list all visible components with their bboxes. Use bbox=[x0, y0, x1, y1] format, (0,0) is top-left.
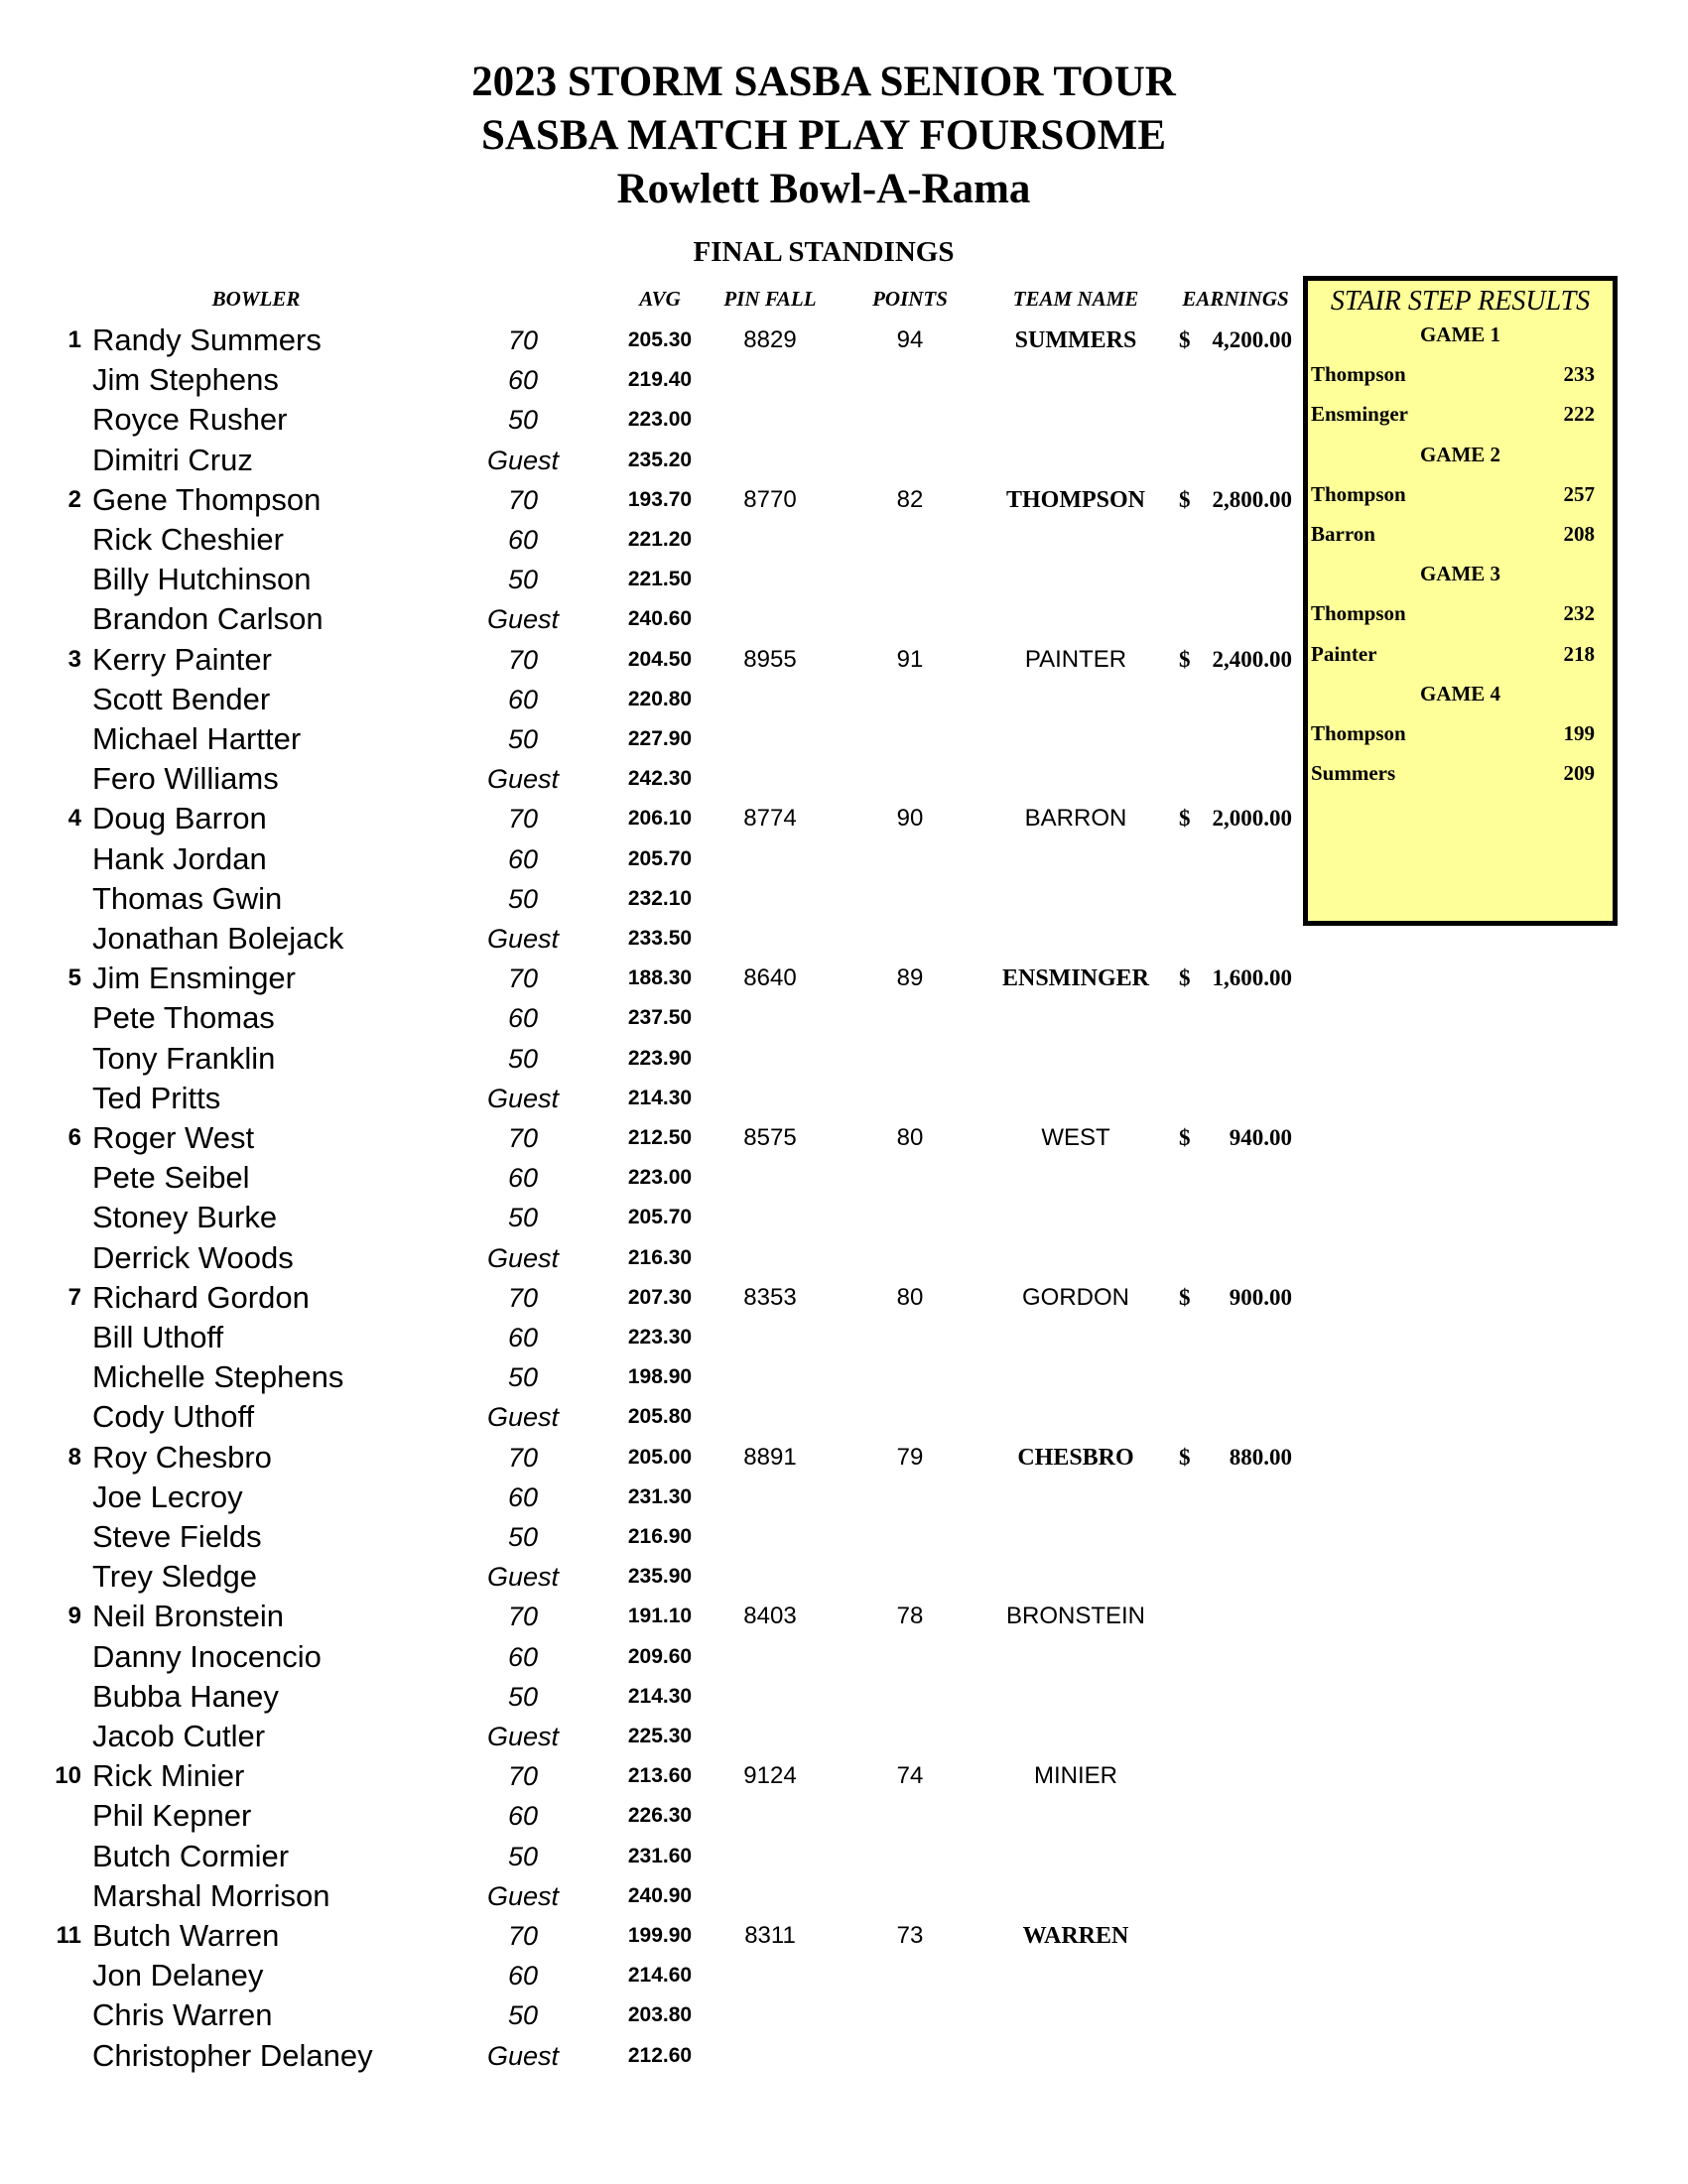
table-row bbox=[0, 360, 1300, 400]
stair-game-label: GAME 3 bbox=[1419, 562, 1501, 586]
bowler-handicap: 60 bbox=[507, 1641, 539, 1672]
currency-symbol: $ bbox=[1179, 806, 1191, 832]
team-pinfall: 8955 bbox=[743, 645, 797, 673]
team-pinfall: 8311 bbox=[744, 1922, 796, 1949]
team-rank: 2 bbox=[67, 485, 81, 513]
team-points: 78 bbox=[896, 1603, 924, 1630]
bowler-name: Scott Bender bbox=[92, 681, 271, 716]
bowler-handicap: 60 bbox=[507, 1003, 539, 1034]
table-row bbox=[0, 799, 1300, 838]
team-rank: 8 bbox=[67, 1443, 81, 1471]
team-earnings: 4,200.00 bbox=[1212, 327, 1292, 352]
bowler-average: 235.90 bbox=[627, 1565, 693, 1589]
team-points: 74 bbox=[896, 1762, 924, 1790]
bowler-name: Rick Minier bbox=[92, 1758, 245, 1794]
col-header-bowler: BOWLER bbox=[211, 287, 301, 311]
bowler-handicap: 50 bbox=[507, 1362, 539, 1393]
stair-step-title: STAIR STEP RESULTS bbox=[1330, 286, 1591, 317]
bowler-name: Trey Sledge bbox=[92, 1559, 257, 1595]
table-row bbox=[0, 599, 1300, 639]
bowler-average: 225.30 bbox=[627, 1725, 693, 1747]
table-row bbox=[0, 719, 1300, 759]
team-earnings: 2,000.00 bbox=[1212, 806, 1292, 832]
team-name: WARREN bbox=[1022, 1923, 1129, 1949]
bowler-handicap: Guest bbox=[486, 604, 560, 635]
table-row bbox=[0, 1278, 1300, 1318]
bowler-handicap: 60 bbox=[507, 1323, 539, 1352]
stair-result-row bbox=[1308, 713, 1613, 753]
bowler-handicap: 70 bbox=[507, 964, 539, 994]
table-row bbox=[0, 839, 1300, 879]
team-pinfall: 8353 bbox=[743, 1283, 797, 1311]
bowler-name: Chris Warren bbox=[92, 1997, 273, 2033]
team-name: WEST bbox=[1041, 1124, 1110, 1151]
bowler-name: Jacob Cutler bbox=[92, 1719, 266, 1753]
bowler-average: 188.30 bbox=[627, 966, 693, 990]
bowler-average: 206.10 bbox=[627, 807, 693, 831]
currency-symbol: $ bbox=[1179, 486, 1191, 512]
bowler-handicap: Guest bbox=[486, 924, 560, 954]
stair-game-label: GAME 4 bbox=[1419, 681, 1501, 706]
bowler-average: 223.00 bbox=[627, 408, 693, 432]
col-header-earnings: EARNINGS bbox=[1182, 287, 1289, 311]
team-rank: 9 bbox=[67, 1603, 81, 1630]
bowler-name: Jim Ensminger bbox=[92, 961, 296, 996]
team-name: CHESBRO bbox=[1017, 1444, 1134, 1471]
bowler-handicap: 50 bbox=[507, 2000, 539, 2031]
bowler-name: Rick Cheshier bbox=[92, 522, 284, 557]
stair-bowler-name: Ensminger bbox=[1311, 402, 1409, 427]
bowler-name: Richard Gordon bbox=[92, 1279, 310, 1315]
title-line-3: Rowlett Bowl-A-Rama bbox=[616, 166, 1031, 212]
bowler-handicap: 50 bbox=[507, 405, 539, 436]
bowler-handicap: 70 bbox=[507, 484, 539, 515]
table-row bbox=[0, 1717, 1300, 1756]
table-row bbox=[0, 1956, 1300, 1995]
stair-score: 233 bbox=[1563, 362, 1595, 387]
bowler-name: Tony Franklin bbox=[92, 1040, 276, 1076]
table-row bbox=[0, 1118, 1300, 1158]
stair-bowler-name: Thompson bbox=[1311, 481, 1406, 506]
table-row bbox=[0, 400, 1300, 440]
table-row bbox=[0, 1357, 1300, 1397]
table-row bbox=[0, 1597, 1300, 1636]
team-earnings: 1,600.00 bbox=[1212, 965, 1292, 991]
bowler-handicap: 60 bbox=[507, 684, 539, 714]
stair-score: 232 bbox=[1563, 601, 1595, 626]
bowler-average: 240.90 bbox=[627, 1883, 693, 1907]
page-subtitle: FINAL STANDINGS bbox=[693, 236, 955, 268]
bowler-name: Phil Kepner bbox=[92, 1798, 252, 1834]
team-points: 89 bbox=[896, 964, 924, 992]
bowler-average: 191.10 bbox=[627, 1605, 693, 1628]
bowler-handicap: 70 bbox=[507, 1602, 539, 1632]
stair-step-results-box bbox=[1303, 276, 1618, 926]
col-header-pinfall: PIN FALL bbox=[723, 287, 817, 311]
team-earnings: 2,800.00 bbox=[1212, 486, 1292, 512]
bowler-handicap: Guest bbox=[486, 1880, 560, 1911]
table-row bbox=[0, 520, 1300, 560]
bowler-average: 214.60 bbox=[627, 1964, 693, 1988]
bowler-average: 207.30 bbox=[627, 1285, 693, 1309]
bowler-average: 227.90 bbox=[627, 727, 693, 750]
team-name: SUMMERS bbox=[1014, 327, 1137, 353]
bowler-name: Jonathan Bolejack bbox=[92, 921, 344, 956]
bowler-average: 220.80 bbox=[627, 687, 693, 710]
bowler-average: 203.80 bbox=[627, 2003, 693, 2027]
currency-symbol: $ bbox=[1179, 327, 1191, 352]
team-pinfall: 8575 bbox=[743, 1124, 797, 1151]
bowler-name: Bubba Haney bbox=[92, 1678, 279, 1714]
bowler-average: 237.50 bbox=[627, 1006, 693, 1030]
bowler-handicap: 60 bbox=[507, 525, 539, 555]
team-rank: 11 bbox=[56, 1922, 81, 1949]
bowler-handicap: 50 bbox=[507, 1203, 539, 1233]
bowler-average: 221.50 bbox=[627, 568, 693, 591]
bowler-name: Doug Barron bbox=[92, 801, 267, 836]
currency-symbol: $ bbox=[1179, 965, 1191, 991]
table-row bbox=[0, 919, 1300, 959]
table-row bbox=[0, 1876, 1300, 1916]
bowler-name: Jim Stephens bbox=[92, 362, 279, 398]
stair-result-row bbox=[1308, 394, 1613, 434]
table-row bbox=[0, 560, 1300, 599]
bowler-handicap: 70 bbox=[507, 1123, 539, 1153]
bowler-name: Steve Fields bbox=[92, 1519, 262, 1554]
bowler-name: Roy Chesbro bbox=[92, 1439, 272, 1475]
bowler-handicap: 50 bbox=[507, 1681, 539, 1712]
table-row bbox=[0, 2036, 1300, 2076]
bowler-average: 205.00 bbox=[627, 1445, 693, 1469]
team-name: THOMPSON bbox=[1005, 486, 1146, 513]
bowler-average: 199.90 bbox=[627, 1924, 693, 1947]
table-row bbox=[0, 321, 1300, 360]
bowler-average: 240.60 bbox=[627, 607, 693, 631]
team-rank: 4 bbox=[67, 805, 81, 833]
bowler-name: Butch Warren bbox=[92, 1918, 280, 1953]
bowler-name: Dimitri Cruz bbox=[92, 442, 253, 477]
bowler-name: Kerry Painter bbox=[92, 641, 272, 677]
bowler-handicap: 60 bbox=[507, 1481, 539, 1512]
bowler-handicap: Guest bbox=[486, 1402, 560, 1433]
stair-game-label: GAME 2 bbox=[1419, 442, 1501, 466]
table-row bbox=[0, 1079, 1300, 1118]
bowler-name: Joe Lecroy bbox=[92, 1478, 243, 1514]
bowler-name: Thomas Gwin bbox=[92, 880, 283, 916]
bowler-average: 205.30 bbox=[627, 328, 693, 351]
stair-score: 218 bbox=[1563, 641, 1595, 666]
table-row bbox=[0, 1039, 1300, 1079]
bowler-name: Pete Thomas bbox=[92, 1000, 275, 1036]
bowler-handicap: 60 bbox=[507, 1163, 539, 1194]
stair-bowler-name: Painter bbox=[1311, 641, 1377, 666]
bowler-handicap: Guest bbox=[486, 1562, 560, 1593]
bowler-average: 223.00 bbox=[627, 1166, 693, 1190]
bowler-name: Derrick Woods bbox=[92, 1239, 294, 1275]
bowler-average: 226.30 bbox=[627, 1804, 693, 1828]
stair-result-row bbox=[1308, 634, 1613, 674]
table-row bbox=[0, 1198, 1300, 1237]
bowler-name: Randy Summers bbox=[92, 322, 322, 357]
bowler-average: 193.70 bbox=[627, 487, 693, 511]
stair-bowler-name: Thompson bbox=[1311, 601, 1406, 626]
team-name: BARRON bbox=[1024, 805, 1127, 833]
bowler-average: 233.50 bbox=[627, 927, 693, 950]
table-row bbox=[0, 1557, 1300, 1597]
bowler-name: Royce Rusher bbox=[92, 402, 288, 438]
table-row bbox=[0, 959, 1300, 998]
team-name: GORDON bbox=[1022, 1283, 1129, 1311]
bowler-name: Brandon Carlson bbox=[92, 601, 324, 637]
team-points: 79 bbox=[896, 1443, 924, 1471]
team-name: PAINTER bbox=[1024, 645, 1127, 673]
bowler-handicap: 50 bbox=[507, 1522, 539, 1552]
team-points: 82 bbox=[896, 485, 924, 513]
stair-score: 199 bbox=[1563, 721, 1595, 745]
table-row bbox=[0, 759, 1300, 799]
team-name: BRONSTEIN bbox=[1005, 1603, 1146, 1630]
table-row bbox=[0, 1517, 1300, 1557]
bowler-average: 231.30 bbox=[627, 1484, 693, 1508]
stair-game-label: GAME 1 bbox=[1419, 322, 1501, 346]
currency-symbol: $ bbox=[1179, 1444, 1191, 1470]
stair-result-row bbox=[1308, 593, 1613, 633]
team-pinfall: 8403 bbox=[743, 1603, 797, 1630]
bowler-average: 235.20 bbox=[627, 448, 693, 471]
bowler-average: 231.60 bbox=[627, 1844, 693, 1867]
table-row bbox=[0, 1477, 1300, 1517]
bowler-name: Jon Delaney bbox=[92, 1958, 264, 1993]
bowler-name: Fero Williams bbox=[92, 761, 279, 797]
bowler-handicap: 70 bbox=[507, 1282, 539, 1313]
team-rank: 6 bbox=[67, 1124, 81, 1151]
bowler-handicap: 50 bbox=[507, 883, 539, 914]
bowler-name: Michael Hartter bbox=[92, 721, 302, 756]
table-row bbox=[0, 1837, 1300, 1876]
bowler-average: 205.70 bbox=[627, 1206, 693, 1229]
bowler-handicap: 60 bbox=[507, 365, 539, 396]
team-earnings: 2,400.00 bbox=[1212, 646, 1292, 672]
bowler-name: Neil Bronstein bbox=[92, 1599, 284, 1634]
team-rank: 5 bbox=[67, 964, 81, 992]
table-row bbox=[0, 1318, 1300, 1357]
bowler-average: 205.70 bbox=[627, 846, 693, 870]
bowler-handicap: Guest bbox=[486, 2040, 560, 2071]
col-header-team-name: TEAM NAME bbox=[1012, 287, 1139, 311]
bowler-name: Billy Hutchinson bbox=[92, 562, 312, 597]
team-rank: 1 bbox=[67, 326, 81, 353]
table-row bbox=[0, 1916, 1300, 1956]
bowler-name: Marshal Morrison bbox=[92, 1877, 330, 1913]
table-row bbox=[0, 1438, 1300, 1477]
bowler-handicap: 70 bbox=[507, 804, 539, 835]
bowler-handicap: 70 bbox=[507, 644, 539, 675]
title-line-1: 2023 STORM SASBA SENIOR TOUR bbox=[471, 59, 1176, 105]
team-earnings: 880.00 bbox=[1229, 1444, 1292, 1470]
bowler-name: Christopher Delaney bbox=[92, 2037, 373, 2073]
table-row bbox=[0, 1397, 1300, 1437]
bowler-handicap: 50 bbox=[507, 565, 539, 595]
table-row bbox=[0, 1238, 1300, 1278]
bowler-average: 216.90 bbox=[627, 1525, 693, 1548]
bowler-average: 214.30 bbox=[627, 1086, 693, 1109]
team-points: 80 bbox=[896, 1283, 924, 1311]
stair-result-row bbox=[1308, 753, 1613, 793]
table-row bbox=[0, 1637, 1300, 1677]
table-row bbox=[0, 1756, 1300, 1796]
bowler-handicap: 50 bbox=[507, 1841, 539, 1871]
bowler-name: Stoney Burke bbox=[92, 1200, 278, 1235]
stair-bowler-name: Thompson bbox=[1311, 721, 1406, 745]
bowler-name: Ted Pritts bbox=[92, 1080, 221, 1115]
stair-score: 209 bbox=[1563, 761, 1595, 786]
team-pinfall: 8829 bbox=[743, 326, 797, 353]
table-row bbox=[0, 640, 1300, 680]
bowler-handicap: 70 bbox=[507, 1921, 539, 1951]
currency-symbol: $ bbox=[1179, 1125, 1191, 1150]
bowler-name: Danny Inocencio bbox=[92, 1638, 322, 1674]
bowler-name: Roger West bbox=[92, 1120, 255, 1155]
table-row bbox=[0, 441, 1300, 480]
currency-symbol: $ bbox=[1179, 1284, 1191, 1310]
stair-bowler-name: Summers bbox=[1311, 761, 1396, 786]
team-points: 90 bbox=[896, 805, 924, 833]
bowler-average: 219.40 bbox=[627, 368, 693, 392]
bowler-name: Gene Thompson bbox=[92, 481, 322, 517]
bowler-name: Pete Seibel bbox=[92, 1160, 250, 1196]
team-pinfall: 9124 bbox=[743, 1762, 797, 1790]
bowler-average: 242.30 bbox=[627, 767, 693, 791]
bowler-handicap: Guest bbox=[486, 1083, 560, 1113]
team-earnings: 900.00 bbox=[1229, 1284, 1292, 1310]
bowler-name: Bill Uthoff bbox=[92, 1320, 224, 1354]
bowler-average: 221.20 bbox=[627, 528, 693, 551]
bowler-average: 223.30 bbox=[627, 1326, 693, 1349]
bowler-handicap: Guest bbox=[486, 764, 560, 795]
bowler-average: 216.30 bbox=[627, 1245, 693, 1269]
stair-bowler-name: Thompson bbox=[1311, 362, 1406, 387]
bowler-handicap: Guest bbox=[486, 445, 560, 475]
bowler-average: 204.50 bbox=[627, 647, 693, 671]
bowler-average: 209.60 bbox=[627, 1644, 693, 1668]
col-header-points: POINTS bbox=[872, 287, 948, 311]
bowler-handicap: 60 bbox=[507, 1801, 539, 1832]
team-pinfall: 8891 bbox=[743, 1443, 797, 1471]
team-points: 94 bbox=[896, 326, 924, 353]
team-earnings: 940.00 bbox=[1229, 1125, 1292, 1150]
bowler-handicap: 70 bbox=[507, 1442, 539, 1473]
team-pinfall: 8774 bbox=[743, 805, 797, 833]
bowler-average: 212.50 bbox=[627, 1126, 693, 1149]
table-row bbox=[0, 1677, 1300, 1717]
currency-symbol: $ bbox=[1179, 646, 1191, 672]
bowler-handicap: 60 bbox=[507, 1961, 539, 1991]
team-points: 73 bbox=[896, 1922, 924, 1949]
title-line-2: SASBA MATCH PLAY FOURSOME bbox=[480, 112, 1167, 159]
table-row bbox=[0, 480, 1300, 520]
bowler-handicap: 70 bbox=[507, 1761, 539, 1792]
stair-bowler-name: Barron bbox=[1311, 522, 1375, 546]
team-pinfall: 8640 bbox=[743, 964, 797, 992]
stair-score: 222 bbox=[1563, 402, 1595, 427]
bowler-average: 213.60 bbox=[627, 1764, 693, 1788]
team-rank: 3 bbox=[67, 645, 81, 673]
table-row bbox=[0, 998, 1300, 1038]
bowler-handicap: Guest bbox=[486, 1242, 560, 1273]
bowler-average: 214.30 bbox=[627, 1684, 693, 1708]
bowler-average: 232.10 bbox=[627, 886, 693, 910]
bowler-average: 223.90 bbox=[627, 1046, 693, 1070]
bowler-handicap: 50 bbox=[507, 1043, 539, 1074]
col-header-avg: AVG bbox=[639, 287, 681, 311]
table-row bbox=[0, 879, 1300, 919]
table-row bbox=[0, 1158, 1300, 1198]
team-name: MINIER bbox=[1034, 1762, 1117, 1790]
bowler-name: Cody Uthoff bbox=[92, 1399, 255, 1435]
bowler-handicap: 60 bbox=[507, 843, 539, 874]
team-pinfall: 8770 bbox=[743, 485, 797, 513]
table-row bbox=[0, 1796, 1300, 1836]
team-points: 91 bbox=[896, 645, 924, 673]
bowler-name: Michelle Stephens bbox=[92, 1359, 344, 1395]
table-row bbox=[0, 680, 1300, 719]
team-rank: 7 bbox=[67, 1283, 81, 1311]
bowler-handicap: 70 bbox=[507, 325, 539, 355]
stair-result-row bbox=[1308, 514, 1613, 554]
bowler-handicap: Guest bbox=[486, 1722, 560, 1751]
bowler-average: 212.60 bbox=[627, 2043, 693, 2067]
bowler-name: Hank Jordan bbox=[92, 840, 267, 876]
stair-score: 257 bbox=[1563, 481, 1595, 506]
bowler-handicap: 50 bbox=[507, 724, 539, 754]
bowler-average: 205.80 bbox=[627, 1405, 693, 1429]
stair-result-row bbox=[1308, 474, 1613, 514]
stair-score: 208 bbox=[1563, 522, 1595, 546]
table-row bbox=[0, 1995, 1300, 2035]
team-points: 80 bbox=[896, 1124, 924, 1151]
bowler-average: 198.90 bbox=[627, 1365, 693, 1389]
stair-result-row bbox=[1308, 354, 1613, 394]
bowler-name: Butch Cormier bbox=[92, 1838, 290, 1873]
team-name: ENSMINGER bbox=[1001, 965, 1150, 992]
team-rank: 10 bbox=[55, 1762, 81, 1790]
